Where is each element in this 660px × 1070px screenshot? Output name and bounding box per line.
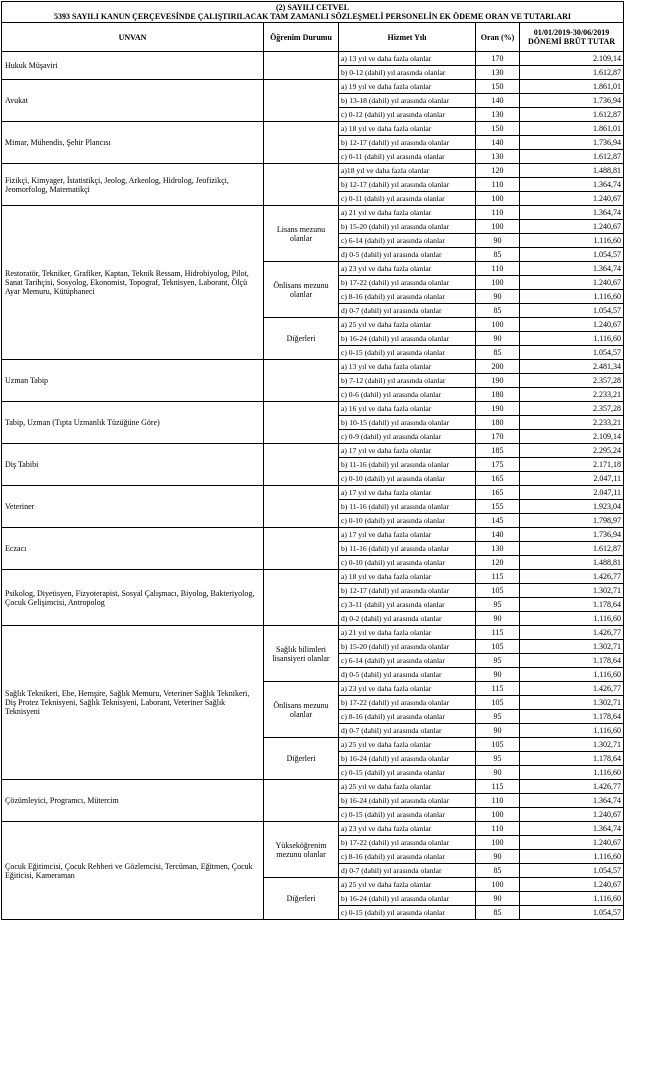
tutar-cell: 1.240,67 bbox=[520, 878, 624, 892]
hizmet-cell: a) 25 yıl ve daha fazla olanlar bbox=[339, 738, 476, 752]
ogrenim-cell: Diğerleri bbox=[264, 318, 339, 360]
tutar-cell: 1.116,60 bbox=[520, 234, 624, 248]
hizmet-cell: c) 3-11 (dahil) yıl arasında olanlar bbox=[339, 598, 476, 612]
ogrenim-cell bbox=[264, 164, 339, 206]
hizmet-cell: a) 25 yıl ve daha fazla olanlar bbox=[339, 878, 476, 892]
title-line-1: (2) SAYILI CETVEL bbox=[275, 3, 350, 12]
oran-cell: 100 bbox=[476, 276, 520, 290]
hizmet-cell: a) 17 yıl ve daha fazla olanlar bbox=[339, 528, 476, 542]
ek-odeme-table bbox=[1, 1, 624, 920]
oran-cell: 170 bbox=[476, 52, 520, 66]
tutar-cell: 1.116,60 bbox=[520, 850, 624, 864]
oran-cell: 100 bbox=[476, 318, 520, 332]
hizmet-cell: c) 8-16 (dahil) yıl arasında olanlar bbox=[339, 290, 476, 304]
tutar-cell: 1.364,74 bbox=[520, 822, 624, 836]
tutar-cell: 1.426,77 bbox=[520, 682, 624, 696]
ogrenim-cell bbox=[264, 402, 339, 444]
table-row bbox=[2, 122, 624, 136]
oran-cell: 100 bbox=[476, 220, 520, 234]
unvan-cell: Eczacı bbox=[2, 528, 264, 570]
tutar-cell: 1.240,67 bbox=[520, 276, 624, 290]
hizmet-cell: a) 13 yıl ve daha fazla olanlar bbox=[339, 52, 476, 66]
oran-cell: 145 bbox=[476, 514, 520, 528]
table-body bbox=[2, 52, 624, 920]
tutar-cell: 1.364,74 bbox=[520, 794, 624, 808]
header-tutar-line-1: 01/01/2019-30/06/2019 bbox=[533, 28, 610, 38]
hizmet-cell: c) 0-10 (dahil) yıl arasında olanlar bbox=[339, 556, 476, 570]
oran-cell: 110 bbox=[476, 794, 520, 808]
unvan-cell: Çözümleyici, Programcı, Mütercim bbox=[2, 780, 264, 822]
tutar-cell: 1.240,67 bbox=[520, 318, 624, 332]
tutar-cell: 1.054,57 bbox=[520, 248, 624, 262]
oran-cell: 90 bbox=[476, 724, 520, 738]
table-row bbox=[2, 570, 624, 584]
tutar-cell: 2.481,34 bbox=[520, 360, 624, 374]
table-row bbox=[2, 52, 624, 66]
hizmet-cell: d) 0-5 (dahil) yıl arasında olanlar bbox=[339, 248, 476, 262]
unvan-cell: Hukuk Müşaviri bbox=[2, 52, 264, 80]
ogrenim-cell: Yükseköğrenim mezunu olanlar bbox=[264, 822, 339, 878]
tutar-cell: 1.302,71 bbox=[520, 696, 624, 710]
hizmet-cell: c) 8-16 (dahil) yıl arasında olanlar bbox=[339, 850, 476, 864]
table-row bbox=[2, 164, 624, 178]
unvan-cell: Çocuk Eğitimcisi, Çocuk Rehberi ve Gözlemcisi, Tercüman, Eğitmen, Çocuk Eğiticisi, Kameraman bbox=[2, 822, 264, 920]
tutar-cell: 1.054,57 bbox=[520, 346, 624, 360]
oran-cell: 90 bbox=[476, 668, 520, 682]
hizmet-cell: a) 19 yıl ve daha fazla olanlar bbox=[339, 80, 476, 94]
unvan-cell: Diş Tabibi bbox=[2, 444, 264, 486]
oran-cell: 100 bbox=[476, 192, 520, 206]
tutar-cell: 1.302,71 bbox=[520, 640, 624, 654]
tutar-cell: 1.798,97 bbox=[520, 514, 624, 528]
tutar-cell: 1.923,04 bbox=[520, 500, 624, 514]
tutar-cell: 1.861,01 bbox=[520, 80, 624, 94]
tutar-cell: 1.240,67 bbox=[520, 836, 624, 850]
hizmet-cell: b) 7-12 (dahil) yıl arasında olanlar bbox=[339, 374, 476, 388]
tutar-cell: 1.054,57 bbox=[520, 304, 624, 318]
oran-cell: 200 bbox=[476, 360, 520, 374]
hizmet-cell: b) 11-16 (dahil) yıl arasında olanlar bbox=[339, 500, 476, 514]
hizmet-cell: c) 0-10 (dahil) yıl arasında olanlar bbox=[339, 472, 476, 486]
hizmet-cell: c) 0-11 (dahil) yıl arasında olanlar bbox=[339, 192, 476, 206]
tutar-cell: 1.116,60 bbox=[520, 332, 624, 346]
hizmet-cell: c) 0-15 (dahil) yıl arasında olanlar bbox=[339, 346, 476, 360]
tutar-cell: 1.054,57 bbox=[520, 864, 624, 878]
hizmet-cell: c) 0-9 (dahil) yıl arasında olanlar bbox=[339, 430, 476, 444]
table-row bbox=[2, 402, 624, 416]
hizmet-cell: b) 11-16 (dahil) yıl arasında olanlar bbox=[339, 458, 476, 472]
tutar-cell: 1.736,94 bbox=[520, 136, 624, 150]
table-row bbox=[2, 444, 624, 458]
tutar-cell: 2.295,24 bbox=[520, 444, 624, 458]
document-sheet bbox=[1, 1, 623, 920]
hizmet-cell: d) 0-2 (dahil) yıl arasında olanlar bbox=[339, 612, 476, 626]
ogrenim-cell: Önlisans mezunu olanlar bbox=[264, 262, 339, 318]
tutar-cell: 2.357,28 bbox=[520, 402, 624, 416]
oran-cell: 110 bbox=[476, 822, 520, 836]
hizmet-cell: a) 16 yıl ve daha fazla olanlar bbox=[339, 402, 476, 416]
oran-cell: 120 bbox=[476, 164, 520, 178]
unvan-cell: Avukat bbox=[2, 80, 264, 122]
oran-cell: 110 bbox=[476, 178, 520, 192]
hizmet-cell: b) 16-24 (dahil) yıl arasında olanlar bbox=[339, 794, 476, 808]
hizmet-cell: c) 0-15 (dahil) yıl arasında olanlar bbox=[339, 766, 476, 780]
ogrenim-cell bbox=[264, 486, 339, 528]
hizmet-cell: b) 12-17 (dahil) yıl arasında olanlar bbox=[339, 178, 476, 192]
oran-cell: 130 bbox=[476, 542, 520, 556]
ogrenim-cell: Lisans mezunu olanlar bbox=[264, 206, 339, 262]
tutar-cell: 1.426,77 bbox=[520, 626, 624, 640]
hizmet-cell: b) 16-24 (dahil) yıl arasında olanlar bbox=[339, 332, 476, 346]
hizmet-cell: a) 23 yıl ve daha fazla olanlar bbox=[339, 262, 476, 276]
oran-cell: 190 bbox=[476, 374, 520, 388]
header-oran: Oran (%) bbox=[476, 23, 520, 52]
oran-cell: 85 bbox=[476, 864, 520, 878]
oran-cell: 180 bbox=[476, 388, 520, 402]
ogrenim-cell bbox=[264, 570, 339, 626]
hizmet-cell: b) 15-20 (dahil) yıl arasında olanlar bbox=[339, 220, 476, 234]
table-row bbox=[2, 486, 624, 500]
hizmet-cell: b) 16-24 (dahil) yıl arasında olanlar bbox=[339, 892, 476, 906]
oran-cell: 100 bbox=[476, 836, 520, 850]
oran-cell: 140 bbox=[476, 94, 520, 108]
tutar-cell: 1.488,81 bbox=[520, 164, 624, 178]
ogrenim-cell: Diğerleri bbox=[264, 738, 339, 780]
oran-cell: 95 bbox=[476, 752, 520, 766]
hizmet-cell: b) 15-20 (dahil) yıl arasında olanlar bbox=[339, 640, 476, 654]
oran-cell: 90 bbox=[476, 234, 520, 248]
table-row bbox=[2, 528, 624, 542]
hizmet-cell: c) 0-12 (dahil) yıl arasında olanlar bbox=[339, 108, 476, 122]
oran-cell: 110 bbox=[476, 206, 520, 220]
tutar-cell: 2.047,11 bbox=[520, 486, 624, 500]
oran-cell: 185 bbox=[476, 444, 520, 458]
tutar-cell: 1.116,60 bbox=[520, 612, 624, 626]
unvan-cell: Fizikçi, Kimyager, İstatistikçi, Jeolog, Arkeolog, Hidrolog, Jeofizikçi, Jeomorfolog, Matematikçi bbox=[2, 164, 264, 206]
oran-cell: 90 bbox=[476, 892, 520, 906]
ogrenim-cell bbox=[264, 80, 339, 122]
oran-cell: 165 bbox=[476, 472, 520, 486]
oran-cell: 130 bbox=[476, 108, 520, 122]
tutar-cell: 1.054,57 bbox=[520, 906, 624, 920]
table-row bbox=[2, 626, 624, 640]
tutar-cell: 1.302,71 bbox=[520, 738, 624, 752]
oran-cell: 110 bbox=[476, 262, 520, 276]
unvan-cell: Psikolog, Diyetisyen, Fizyoterapist, Sosyal Çalışmacı, Biyolog, Bakteriyolog, Çocuk Gelişimcisi, Antropolog bbox=[2, 570, 264, 626]
hizmet-cell: a) 25 yıl ve daha fazla olanlar bbox=[339, 318, 476, 332]
oran-cell: 100 bbox=[476, 808, 520, 822]
unvan-cell: Tabip, Uzman (Tıpta Uzmanlık Tüzüğüne Göre) bbox=[2, 402, 264, 444]
document-title bbox=[2, 2, 624, 23]
oran-cell: 90 bbox=[476, 850, 520, 864]
ogrenim-cell: Diğerleri bbox=[264, 878, 339, 920]
hizmet-cell: b) 16-24 (dahil) yıl arasında olanlar bbox=[339, 752, 476, 766]
table-row bbox=[2, 80, 624, 94]
oran-cell: 155 bbox=[476, 500, 520, 514]
table-row bbox=[2, 822, 624, 836]
oran-cell: 150 bbox=[476, 122, 520, 136]
header-ogrenim: Öğrenim Durumu bbox=[264, 23, 339, 52]
header-unvan: UNVAN bbox=[2, 23, 264, 52]
tutar-cell: 1.364,74 bbox=[520, 262, 624, 276]
hizmet-cell: b) 10-15 (dahil) yıl arasında olanlar bbox=[339, 416, 476, 430]
oran-cell: 105 bbox=[476, 738, 520, 752]
hizmet-cell: b) 12-17 (dahil) yıl arasında olanlar bbox=[339, 584, 476, 598]
header-tutar bbox=[520, 23, 624, 52]
tutar-cell: 1.240,67 bbox=[520, 192, 624, 206]
oran-cell: 130 bbox=[476, 150, 520, 164]
tutar-cell: 1.364,74 bbox=[520, 206, 624, 220]
hizmet-cell: b) 13-18 (dahil) yıl arasında olanlar bbox=[339, 94, 476, 108]
hizmet-cell: c) 6-14 (dahil) yıl arasında olanlar bbox=[339, 654, 476, 668]
oran-cell: 85 bbox=[476, 248, 520, 262]
hizmet-cell: a) 21 yıl ve daha fazla olanlar bbox=[339, 206, 476, 220]
oran-cell: 105 bbox=[476, 640, 520, 654]
hizmet-cell: b) 17-22 (dahil) yıl arasında olanlar bbox=[339, 836, 476, 850]
tutar-cell: 1.736,94 bbox=[520, 94, 624, 108]
hizmet-cell: a) 21 yıl ve daha fazla olanlar bbox=[339, 626, 476, 640]
tutar-cell: 2.233,21 bbox=[520, 388, 624, 402]
hizmet-cell: a) 18 yıl ve daha fazla olanlar bbox=[339, 122, 476, 136]
tutar-cell: 1.612,87 bbox=[520, 66, 624, 80]
oran-cell: 140 bbox=[476, 528, 520, 542]
oran-cell: 115 bbox=[476, 626, 520, 640]
hizmet-cell: d) 0-7 (dahil) yıl arasında olanlar bbox=[339, 724, 476, 738]
unvan-cell: Sağlık Teknikeri, Ebe, Hemşire, Sağlık Memuru, Veteriner Sağlık Teknikeri, Diş Protez Teknisyeni, Sağlık Teknisyeni, Laborant, Veteriner Sağlık Teknisyeni bbox=[2, 626, 264, 780]
hizmet-cell: d) 0-5 (dahil) yıl arasında olanlar bbox=[339, 668, 476, 682]
oran-cell: 90 bbox=[476, 612, 520, 626]
table-row bbox=[2, 780, 624, 794]
tutar-cell: 2.171,18 bbox=[520, 458, 624, 472]
tutar-cell: 2.233,21 bbox=[520, 416, 624, 430]
ogrenim-cell bbox=[264, 122, 339, 164]
tutar-cell: 1.178,64 bbox=[520, 598, 624, 612]
oran-cell: 190 bbox=[476, 402, 520, 416]
hizmet-cell: a) 18 yıl ve daha fazla olanlar bbox=[339, 570, 476, 584]
table-row bbox=[2, 360, 624, 374]
tutar-cell: 1.736,94 bbox=[520, 528, 624, 542]
oran-cell: 120 bbox=[476, 556, 520, 570]
oran-cell: 90 bbox=[476, 766, 520, 780]
header-row bbox=[2, 23, 624, 52]
oran-cell: 165 bbox=[476, 486, 520, 500]
ogrenim-cell bbox=[264, 360, 339, 402]
hizmet-cell: a) 17 yıl ve daha fazla olanlar bbox=[339, 444, 476, 458]
tutar-cell: 1.240,67 bbox=[520, 808, 624, 822]
hizmet-cell: b) 12-17 (dahil) yıl arasında olanlar bbox=[339, 136, 476, 150]
oran-cell: 95 bbox=[476, 598, 520, 612]
hizmet-cell: a) 23 yıl ve daha fazla olanlar bbox=[339, 682, 476, 696]
oran-cell: 85 bbox=[476, 304, 520, 318]
title-line-2: 5393 SAYILI KANUN ÇERÇEVESİNDE ÇALIŞTIRILACAK TAM ZAMANLI SÖZLEŞMELİ PERSONELİN EK ÖDEME ORAN VE TUTARLARI bbox=[53, 12, 572, 22]
ogrenim-cell: Önlisans mezunu olanlar bbox=[264, 682, 339, 738]
ogrenim-cell bbox=[264, 780, 339, 822]
hizmet-cell: b) 17-22 (dahil) yıl arasında olanlar bbox=[339, 696, 476, 710]
ogrenim-cell bbox=[264, 528, 339, 570]
ogrenim-cell bbox=[264, 444, 339, 486]
tutar-cell: 1.178,64 bbox=[520, 654, 624, 668]
hizmet-cell: c) 0-6 (dahil) yıl arasında olanlar bbox=[339, 388, 476, 402]
oran-cell: 140 bbox=[476, 136, 520, 150]
tutar-cell: 2.047,11 bbox=[520, 472, 624, 486]
oran-cell: 85 bbox=[476, 346, 520, 360]
hizmet-cell: a) 17 yıl ve daha fazla olanlar bbox=[339, 486, 476, 500]
tutar-cell: 1.178,64 bbox=[520, 710, 624, 724]
oran-cell: 150 bbox=[476, 80, 520, 94]
oran-cell: 85 bbox=[476, 906, 520, 920]
hizmet-cell: c) 6-14 (dahil) yıl arasında olanlar bbox=[339, 234, 476, 248]
header-tutar-line-2: DÖNEMİ BRÜT TUTAR bbox=[527, 37, 616, 47]
oran-cell: 115 bbox=[476, 682, 520, 696]
hizmet-cell: b) 11-16 (dahil) yıl arasında olanlar bbox=[339, 542, 476, 556]
oran-cell: 115 bbox=[476, 570, 520, 584]
hizmet-cell: a) 23 yıl ve daha fazla olanlar bbox=[339, 822, 476, 836]
oran-cell: 105 bbox=[476, 584, 520, 598]
unvan-cell: Uzman Tabip bbox=[2, 360, 264, 402]
tutar-cell: 1.116,60 bbox=[520, 766, 624, 780]
unvan-cell: Restoratör, Tekniker, Grafiker, Kaptan, Teknik Ressam, Hidrobiyolog, Pilot, Sanat Tarihçisi, Sosyolog, Ekonomist, Topograf, Teknisyen, Laborant, Ölçü Ayar Memuru, Kütüphaneci bbox=[2, 206, 264, 360]
hizmet-cell: c) 0-10 (dahil) yıl arasında olanlar bbox=[339, 514, 476, 528]
oran-cell: 90 bbox=[476, 332, 520, 346]
hizmet-cell: c) 8-16 (dahil) yıl arasında olanlar bbox=[339, 710, 476, 724]
oran-cell: 105 bbox=[476, 696, 520, 710]
table-row bbox=[2, 206, 624, 220]
tutar-cell: 1.116,60 bbox=[520, 892, 624, 906]
tutar-cell: 1.861,01 bbox=[520, 122, 624, 136]
tutar-cell: 1.116,60 bbox=[520, 668, 624, 682]
oran-cell: 175 bbox=[476, 458, 520, 472]
tutar-cell: 2.357,28 bbox=[520, 374, 624, 388]
ogrenim-cell: Sağlık bilimleri lisansiyeri olanlar bbox=[264, 626, 339, 682]
oran-cell: 90 bbox=[476, 290, 520, 304]
ogrenim-cell bbox=[264, 52, 339, 80]
oran-cell: 115 bbox=[476, 780, 520, 794]
hizmet-cell: a) 13 yıl ve daha fazla olanlar bbox=[339, 360, 476, 374]
tutar-cell: 1.612,87 bbox=[520, 108, 624, 122]
unvan-cell: Mimar, Mühendis, Şehir Plancısı bbox=[2, 122, 264, 164]
hizmet-cell: b) 0-12 (dahil) yıl arasında olanlar bbox=[339, 66, 476, 80]
hizmet-cell: d) 0-7 (dahil) yıl arasında olanlar bbox=[339, 864, 476, 878]
tutar-cell: 1.240,67 bbox=[520, 220, 624, 234]
oran-cell: 130 bbox=[476, 66, 520, 80]
tutar-cell: 1.302,71 bbox=[520, 584, 624, 598]
hizmet-cell: a) 25 yıl ve daha fazla olanlar bbox=[339, 780, 476, 794]
hizmet-cell: b) 17-22 (dahil) yıl arasında olanlar bbox=[339, 276, 476, 290]
tutar-cell: 2.109,14 bbox=[520, 52, 624, 66]
unvan-cell: Veteriner bbox=[2, 486, 264, 528]
oran-cell: 180 bbox=[476, 416, 520, 430]
oran-cell: 100 bbox=[476, 878, 520, 892]
tutar-cell: 1.178,64 bbox=[520, 752, 624, 766]
oran-cell: 95 bbox=[476, 654, 520, 668]
oran-cell: 170 bbox=[476, 430, 520, 444]
oran-cell: 95 bbox=[476, 710, 520, 724]
tutar-cell: 1.426,77 bbox=[520, 780, 624, 794]
hizmet-cell: c) 0-11 (dahil) yıl arasında olanlar bbox=[339, 150, 476, 164]
hizmet-cell: d) 0-7 (dahil) yıl arasında olanlar bbox=[339, 304, 476, 318]
header-hizmet: Hizmet Yılı bbox=[339, 23, 476, 52]
tutar-cell: 1.426,77 bbox=[520, 570, 624, 584]
tutar-cell: 1.364,74 bbox=[520, 178, 624, 192]
tutar-cell: 1.612,87 bbox=[520, 542, 624, 556]
hizmet-cell: c) 0-15 (dahil) yıl arasında olanlar bbox=[339, 906, 476, 920]
tutar-cell: 2.109,14 bbox=[520, 430, 624, 444]
tutar-cell: 1.116,60 bbox=[520, 724, 624, 738]
hizmet-cell: a)18 yıl ve daha fazla olanlar bbox=[339, 164, 476, 178]
tutar-cell: 1.612,87 bbox=[520, 150, 624, 164]
tutar-cell: 1.488,81 bbox=[520, 556, 624, 570]
tutar-cell: 1.116,60 bbox=[520, 290, 624, 304]
hizmet-cell: c) 0-15 (dahil) yıl arasında olanlar bbox=[339, 808, 476, 822]
